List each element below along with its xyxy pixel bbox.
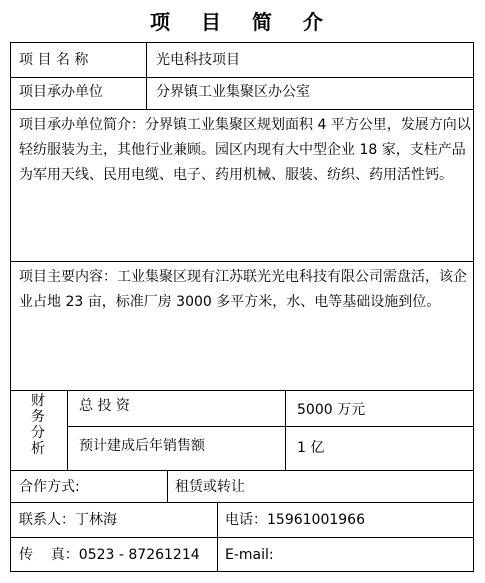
contact-person: 联系人：丁林海 bbox=[19, 512, 117, 528]
contact-email: E-mail: bbox=[225, 547, 274, 563]
column-divider bbox=[167, 470, 168, 502]
finance-analysis-label: 财务分析 bbox=[31, 393, 45, 457]
total-investment-label: 总 投 资 bbox=[79, 398, 130, 414]
row-divider bbox=[11, 470, 473, 471]
document-title: 项 目 简 介 bbox=[150, 10, 335, 34]
column-divider bbox=[146, 43, 147, 109]
total-investment-value: 5000 万元 bbox=[297, 402, 366, 418]
contact-phone: 电话：15961001966 bbox=[225, 512, 365, 528]
cooperation-method-value: 租赁或转让 bbox=[175, 479, 245, 495]
project-name-value: 光电科技项目 bbox=[156, 52, 240, 68]
contact-fax: 传 真：0523 - 87261214 bbox=[19, 547, 200, 563]
row-divider bbox=[11, 109, 473, 110]
undertaking-unit-value: 分界镇工业集聚区办公室 bbox=[156, 84, 310, 100]
undertaking-unit-label: 项目承办单位 bbox=[19, 84, 103, 100]
row-divider bbox=[11, 261, 473, 262]
column-divider bbox=[217, 502, 218, 571]
unit-introduction: 项目承办单位简介：分界镇工业集聚区规划面积 4 平方公里，发展方向以轻纺服装为主，其他行业兼顾。园区内现有大中型企业 18 家，支柱产品为军用天线、民用电缆、电子、药用机械、服装、纺织、药用活性钙。 bbox=[19, 117, 471, 183]
project-name-label: 项 目 名 称 bbox=[19, 52, 89, 68]
cooperation-method-label: 合作方式: bbox=[19, 479, 80, 495]
project-main-content: 项目主要内容：工业集聚区现有江苏联光光电科技有限公司需盘活，该企业占地 23 亩，标准厂房 3000 多平方米，水、电等基础设施到位。 bbox=[19, 269, 467, 310]
column-divider bbox=[67, 390, 68, 470]
row-divider bbox=[11, 537, 473, 538]
project-info-table bbox=[10, 42, 474, 572]
column-divider bbox=[285, 390, 286, 470]
row-divider bbox=[11, 390, 473, 391]
row-divider bbox=[67, 426, 473, 427]
row-divider bbox=[11, 77, 473, 78]
row-divider bbox=[11, 502, 473, 503]
annual-sales-value: 1 亿 bbox=[297, 440, 325, 456]
annual-sales-label: 预计建成后年销售额 bbox=[79, 438, 205, 454]
